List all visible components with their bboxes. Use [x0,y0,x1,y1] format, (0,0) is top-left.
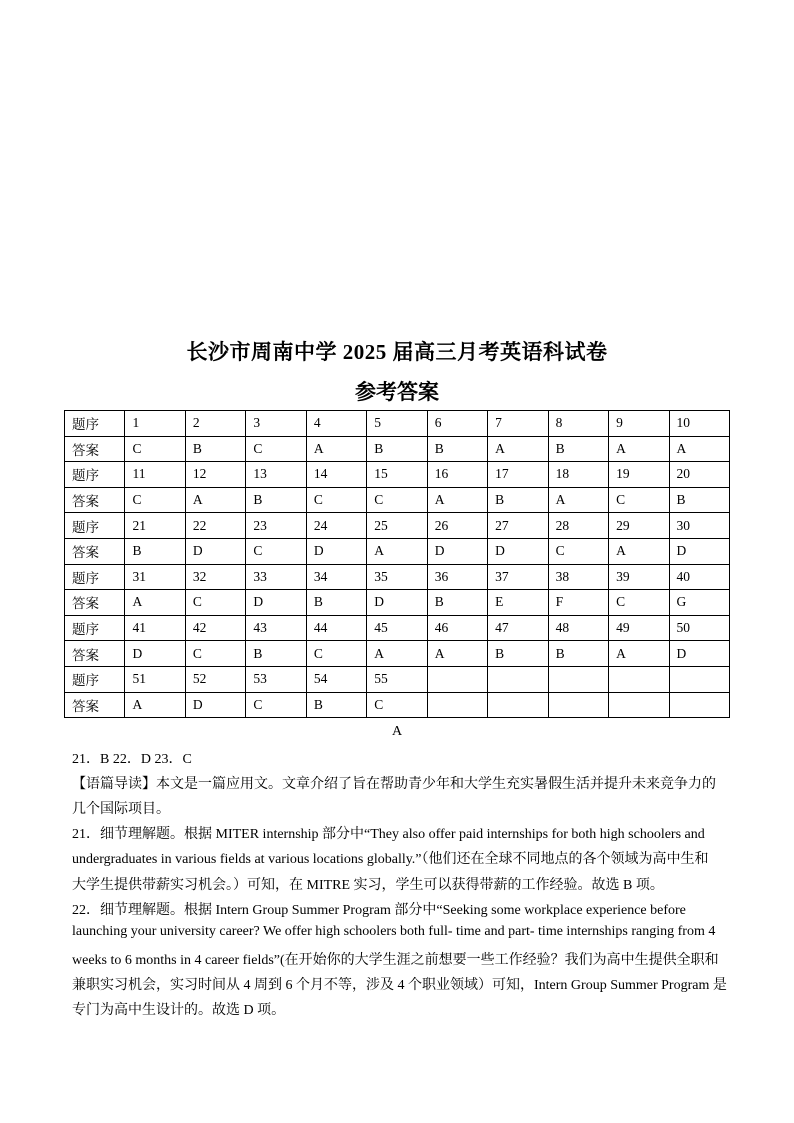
table-cell: D [246,590,306,616]
table-cell: G [669,590,729,616]
table-cell: 2 [185,411,245,437]
table-cell: C [125,436,185,462]
text-line: 【语篇导读】本文是一篇应用文。文章介绍了旨在帮助青少年和大学生充实暑假生活并提升未来竞争力的 [72,777,716,793]
table-cell: 6 [427,411,487,437]
table-cell: B [488,641,548,667]
table-cell: 29 [609,513,669,539]
table-cell: 11 [125,462,185,488]
table-cell: 40 [669,564,729,590]
table-cell [548,692,608,718]
table-cell [609,692,669,718]
table-row [65,692,730,718]
answer-table [64,410,730,718]
text-line: 专门为高中生设计的。故选 D 项。 [72,1003,286,1018]
table-cell: 26 [427,513,487,539]
row-header-cell: 答案 [65,590,125,616]
table-cell: C [548,538,608,564]
table-cell: 54 [306,666,366,692]
table-cell: D [669,538,729,564]
table-cell: B [427,436,487,462]
table-cell: 1 [125,411,185,437]
table-cell [669,692,729,718]
table-cell: B [427,590,487,616]
table-cell: B [185,436,245,462]
table-row [65,564,730,590]
row-header-cell: 答案 [65,487,125,513]
table-cell: 39 [609,564,669,590]
table-cell: B [367,436,427,462]
table-cell: 7 [488,411,548,437]
table-cell: B [246,487,306,513]
table-cell: A [609,641,669,667]
table-cell: 51 [125,666,185,692]
table-cell: D [125,641,185,667]
table-cell: 25 [367,513,427,539]
row-header-cell: 答案 [65,436,125,462]
table-cell: C [306,641,366,667]
table-cell: 15 [367,462,427,488]
row-header-cell: 题序 [65,513,125,539]
table-cell: 31 [125,564,185,590]
table-cell: 34 [306,564,366,590]
table-cell: F [548,590,608,616]
text-line: 21．细节理解题。根据 MITER internship 部分中“They also offer paid internships for both high schoolers and [72,827,705,843]
table-cell: 28 [548,513,608,539]
table-cell: 3 [246,411,306,437]
table-cell: A [669,436,729,462]
table-cell: A [125,590,185,616]
table-row [65,411,730,437]
table-row [65,590,730,616]
table-cell: 4 [306,411,366,437]
table-cell: 33 [246,564,306,590]
table-cell [427,666,487,692]
table-cell: A [609,538,669,564]
table-cell: 38 [548,564,608,590]
table-cell: 43 [246,615,306,641]
text-line: 21．B 22．D 23．C [72,752,192,767]
table-cell: 44 [306,615,366,641]
table-cell: 35 [367,564,427,590]
table-cell [548,666,608,692]
table-cell: A [306,436,366,462]
table-cell: A [609,436,669,462]
table-cell: 12 [185,462,245,488]
table-cell [609,666,669,692]
table-cell: 45 [367,615,427,641]
table-cell [488,692,548,718]
table-cell: B [306,692,366,718]
table-cell: B [548,641,608,667]
table-cell: 48 [548,615,608,641]
text-line: 大学生提供带薪实习机会。）可知，在 MITRE 实习，学生可以获得带薪的工作经验。故选 B 项。 [72,877,664,893]
table-cell: 14 [306,462,366,488]
table-cell: 16 [427,462,487,488]
section-mark: A [391,724,403,739]
table-cell: D [367,590,427,616]
table-cell: 50 [669,615,729,641]
table-cell: A [427,487,487,513]
table-row [65,538,730,564]
table-cell: 32 [185,564,245,590]
table-cell: C [367,692,427,718]
page-title: 长沙市周南中学 2025 届高三月考英语科试卷 [186,340,608,364]
table-cell: 49 [609,615,669,641]
text-line: 兼职实习机会，实习时间从 4 周到 6 个月不等，涉及 4 个职业领域）可知，Intern Group Summer Program 是 [72,977,727,993]
table-cell: A [367,641,427,667]
row-header-cell: 答案 [65,692,125,718]
row-header-cell: 题序 [65,666,125,692]
table-cell: 20 [669,462,729,488]
table-cell: B [488,487,548,513]
table-cell: B [125,538,185,564]
text-line: 几个国际项目。 [72,802,170,818]
table-cell: C [246,436,306,462]
table-cell: 52 [185,666,245,692]
table-cell: B [669,487,729,513]
table-cell [488,666,548,692]
table-cell: 55 [367,666,427,692]
table-cell [669,666,729,692]
table-cell: 41 [125,615,185,641]
table-cell: 47 [488,615,548,641]
table-cell: A [367,538,427,564]
table-cell: 22 [185,513,245,539]
table-cell: D [427,538,487,564]
row-header-cell: 答案 [65,641,125,667]
table-cell: C [367,487,427,513]
table-cell: 10 [669,411,729,437]
row-header-cell: 答案 [65,538,125,564]
table-row [65,487,730,513]
table-cell: A [427,641,487,667]
table-cell: 13 [246,462,306,488]
table-cell: 24 [306,513,366,539]
text-line: 22．细节理解题。根据 Intern Group Summer Program 部分中“Seeking some workplace experience before [72,902,686,918]
table-row [65,666,730,692]
table-cell: C [609,487,669,513]
table-cell: 18 [548,462,608,488]
table-cell: 19 [609,462,669,488]
table-cell: 36 [427,564,487,590]
table-cell: 37 [488,564,548,590]
table-row [65,641,730,667]
table-cell: A [125,692,185,718]
table-cell: A [548,487,608,513]
table-cell: 27 [488,513,548,539]
table-cell: 42 [185,615,245,641]
row-header-cell: 题序 [65,411,125,437]
table-cell: A [488,436,548,462]
table-cell: C [125,487,185,513]
table-cell: D [306,538,366,564]
table-cell: A [185,487,245,513]
table-row [65,436,730,462]
table-row [65,462,730,488]
table-cell: 46 [427,615,487,641]
table-cell: 23 [246,513,306,539]
table-cell: C [246,692,306,718]
table-cell [427,692,487,718]
table-row [65,513,730,539]
table-cell: C [185,641,245,667]
table-cell: D [185,538,245,564]
table-cell: C [246,538,306,564]
table-cell: D [669,641,729,667]
table-cell: 30 [669,513,729,539]
table-cell: D [185,692,245,718]
row-header-cell: 题序 [65,564,125,590]
row-header-cell: 题序 [65,462,125,488]
table-cell: C [306,487,366,513]
table-cell: C [185,590,245,616]
text-line: weeks to 6 months in 4 career fields”(在开始你的大学生涯之前想要一些工作经验？我们为高中生提供全职和 [72,952,719,968]
table-cell: 5 [367,411,427,437]
table-cell: D [488,538,548,564]
table-cell: 53 [246,666,306,692]
table-cell: 21 [125,513,185,539]
table-cell: 9 [609,411,669,437]
table-cell: C [609,590,669,616]
table-cell: B [306,590,366,616]
table-cell: B [246,641,306,667]
table-cell: 8 [548,411,608,437]
page-subtitle: 参考答案 [355,380,439,404]
table-cell: B [548,436,608,462]
table-cell: 17 [488,462,548,488]
text-line: launching your university career? We offer high schoolers both full- time and part- time internships ranging from 4 [72,923,716,939]
table-row [65,615,730,641]
row-header-cell: 题序 [65,615,125,641]
text-line: undergraduates in various fields at various locations globally.”（他们还在全球不同地点的各个领域为高中生和 [72,852,709,868]
table-cell: E [488,590,548,616]
